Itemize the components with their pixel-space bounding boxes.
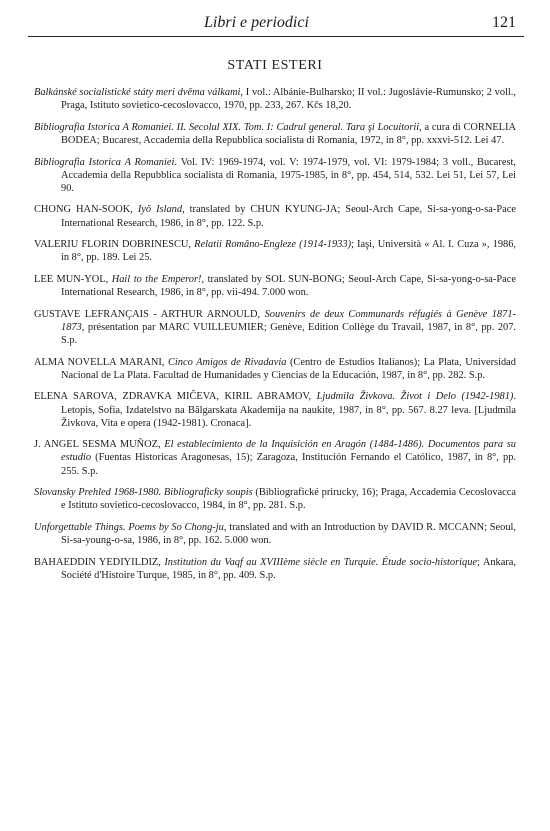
entry-details: , translated by CHUN KYUNG-JA; Seoul-Arch Cape, Si-sa-yong-o-sa-Pace International Research, 1986, in 8°, pp. 122. S.p. [61, 204, 516, 229]
bibliography-entry [34, 273, 516, 299]
entry-details: ; Ankara, Société d'Histoire Turque, 1985, in 8°, pp. 409. S.p. [61, 556, 516, 581]
page-number: 121 [492, 14, 516, 31]
entry-author: BAHAEDDIN YEDIYILDIZ, [34, 556, 165, 568]
entry-title: Slovansky Prehled 1968-1980. Bibliograficky soupis [34, 487, 253, 499]
entry-title: Iyŏ Island [137, 204, 183, 216]
entry-title: Souvenirs de deux Communards réfugiés à Genève 1871-1873 [61, 308, 516, 333]
bibliography-entry [34, 156, 516, 195]
entry-title: Relatii Româno-Engleze (1914-1933) [194, 239, 352, 251]
entry-author: VALERIU FLORIN DOBRINESCU, [34, 239, 195, 251]
entry-author: LEE MUN-YOL, [34, 274, 112, 285]
entry-title: Balkánské socialistické státy meri dvěma válkami [34, 87, 241, 98]
running-header [28, 10, 524, 37]
entry-title: Institution du Vaqf au XVIIIème siècle en Turquie. Étude socio-historique [164, 556, 478, 568]
running-title: Libri e periodici [204, 14, 309, 31]
entry-details: ; Iaşi, Università « Al. I. Cuza », 1986, in 8°, pp. 189. Lei 25. [61, 239, 517, 264]
entry-title: Unforgettable Things. Poems by So Chong-ju [34, 521, 224, 533]
entry-title: Bibliografia Istorica A Romaniei [34, 156, 175, 168]
bibliography-entry [34, 121, 516, 147]
entry-author: ALMA NOVELLA MARANI, [34, 356, 168, 368]
entry-title: El establecimiento de la Inquisición en Aragón (1484-1486). Documentos para su estudio [61, 439, 516, 464]
entry-details: , présentation par MARC VUILLEUMIER; Genève, Edition Collège du Travail, 1987, in 8°, pp. 207. S.p. [61, 321, 516, 346]
bibliography-entry [34, 521, 516, 547]
entry-author: J. ANGEL SESMA MUÑOZ, [34, 439, 165, 451]
entry-details: . Letopis, Sofia, Izdatelstvo na Bălgarskata Akademija na naukite, 1987, in 8°, pp. 567. 8.27 leva. [Ljudmila Živkova, Vita e opera (1942-1981). Cronaca]. [61, 391, 516, 429]
entry-title: Hail to the Emperor! [111, 274, 202, 285]
bibliography-entry [34, 238, 516, 264]
entry-title: Ljudmila Živkova. Život i Delo (1942-1981) [316, 391, 514, 403]
entry-title: Cinco Amigos de Rivadavia [167, 356, 287, 368]
bibliography-entry [34, 203, 516, 229]
bibliography-list [34, 86, 516, 591]
bibliography-entry [34, 86, 516, 112]
bibliography-entry [34, 308, 516, 347]
entry-details: , translated and with an Introduction by DAVID R. MCCANN; Seoul, Si-sa-young-o-sa, 1986, in 8°, pp. 162. 5.000 won. [61, 521, 516, 547]
entry-details: , I vol.: Albánie-Bulharsko; II vol.: Jugoslávie-Rumunsko; 2 voll., Praga, Istituto sovietico-cecoslovacco, 1970, pp. 233, 267. Kčs 18,20. [61, 87, 516, 112]
entry-details: . Vol. IV: 1969-1974, vol. V: 1974-1979, vol. VI: 1979-1984; 3 voll., Bucarest, Accademia della Repubblica socialista di Romania, 1975-1985, in 8°, pp. 454, 514, 532. Lei 51, Lei 57, Lei 90. [61, 156, 516, 194]
entry-details: (Fuentas Historicas Aragonesas, 15); Zaragoza, Institución Fernando el Católico, 1987, in 8°, pp. 255. S.p. [61, 452, 516, 477]
entry-author: GUSTAVE LEFRANÇAIS - ARTHUR ARNOULD, [34, 308, 265, 320]
section-title: STATI ESTERI [227, 58, 323, 73]
bibliography-entry [34, 486, 516, 512]
entry-author: CHONG HAN-SOOK, [34, 204, 138, 216]
entry-details: , translated by SOL SUN-BONG; Seoul-Arch Cape, Si-sa-yong-o-sa-Pace International Research, 1986, in 8°, pp. vii-494. 7.000 won. [61, 274, 516, 299]
entry-details: (Bibliografické prirucky, 16); Praga, Accademia Cecoslovacca e Istituto sovietico-cecoslovacco, 1984, in 8°, pp. 281. S.p. [61, 487, 516, 512]
entry-details: (Centro de Estudios Italianos); La Plata, Universidad Nacional de La Plata. Facultad de Humanidades y Ciencias de la Educación, 1987, in 8°, pp. 282. S.p. [61, 356, 516, 381]
bibliography-entry [34, 356, 516, 382]
entry-author: ELENA SAROVA, ZDRAVKA MIČEVA, KIRIL ABRAMOV, [34, 391, 317, 403]
bibliography-entry [34, 390, 516, 429]
entry-title: Bibliografia Istorica A Romaniei. II. Secolul XIX. Tom. I: Cadrul general. Tara şi Locuitorii [34, 121, 420, 133]
entry-details: , a cura di CORNELIA BODEA; Bucarest, Accademia della Repubblica socialista di Romania, 1972, in 8°, pp. xxxvi-512. Lei 47. [61, 121, 516, 146]
bibliography-entry [34, 438, 516, 477]
bibliography-entry [34, 556, 516, 582]
